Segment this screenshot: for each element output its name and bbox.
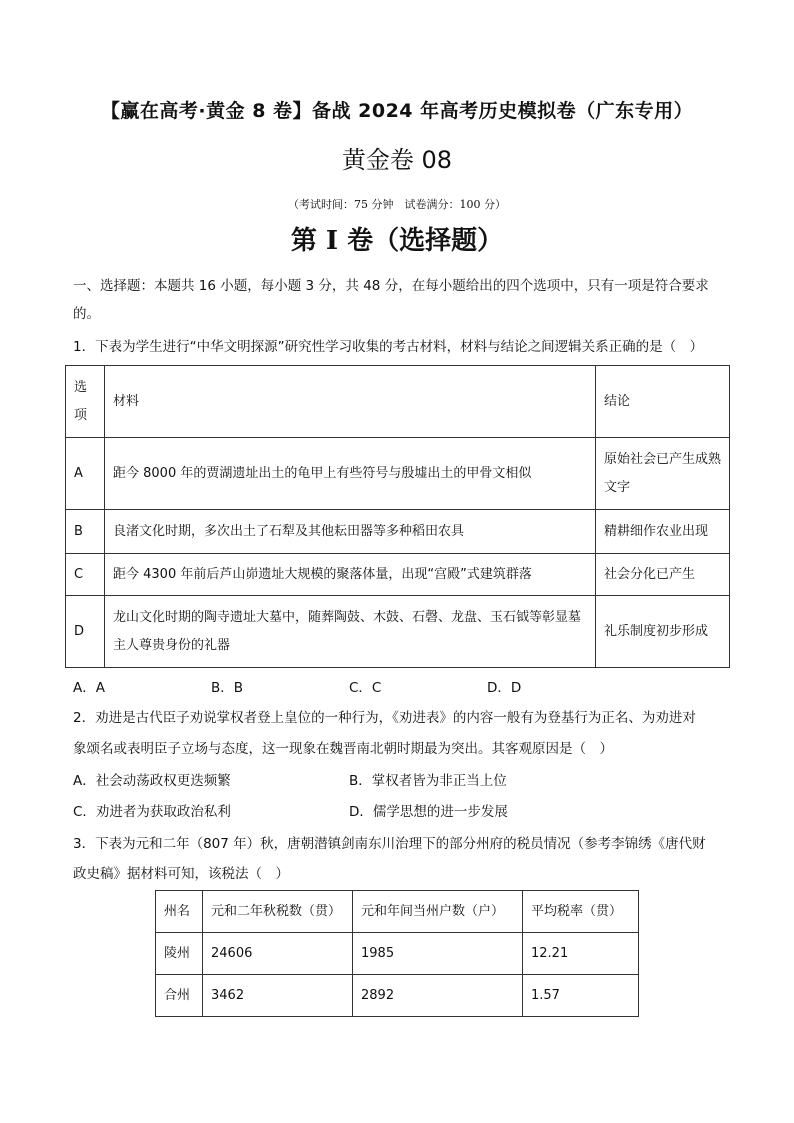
q2-stem-line-2: 象颂名或表明臣子立场与态度，这一现象在魏晋南北朝时期最为突出。其客观原因是（ ）	[73, 741, 613, 757]
header-conclusion: 结论	[596, 366, 730, 438]
row-option: A	[66, 438, 105, 510]
header-households: 元和年间当州户数（户）	[353, 891, 523, 933]
cell-autumn-tax: 3462	[203, 975, 353, 1017]
cell-autumn-tax: 24606	[203, 933, 353, 975]
q1-choice-a[interactable]: A．A	[73, 680, 105, 696]
q2-choice-d[interactable]: D．儒学思想的进一步发展	[349, 804, 508, 820]
table-row	[66, 596, 730, 668]
row-conclusion: 原始社会已产生成熟文字	[596, 438, 730, 510]
instructions-line-1: 一、选择题：本题共 16 小题，每小题 3 分，共 48 分，在每小题给出的四个选项中，只有一项是符合要求	[73, 278, 709, 294]
q3-stem-line-2: 政史稿》据材料可知，该税法（ ）	[73, 866, 289, 882]
cell-households: 1985	[353, 933, 523, 975]
exam-info: （考试时间：75 分钟 试卷满分：100 分）	[288, 198, 506, 211]
q1-choice-c[interactable]: C．C	[349, 680, 382, 696]
row-material: 龙山文化时期的陶寺遗址大墓中，随葬陶鼓、木鼓、石磬、龙盘、玉石钺等彰显墓主人尊贵身份的礼器	[105, 596, 596, 668]
header-prefecture: 州名	[156, 891, 203, 933]
cell-households: 2892	[353, 975, 523, 1017]
row-conclusion: 精耕细作农业出现	[596, 510, 730, 554]
row-option: B	[66, 510, 105, 554]
q3-stem-line-1: 3．下表为元和二年（807 年）秋，唐朝潜镇剑南东川治理下的部分州府的税员情况（参考李锦绣《唐代财	[73, 836, 706, 852]
q3-table	[155, 890, 639, 1017]
header-option	[66, 366, 105, 438]
header-material: 材料	[105, 366, 596, 438]
header-autumn-tax: 元和二年秋税数（贯）	[203, 891, 353, 933]
header-option-top: 选	[74, 379, 88, 395]
table-row	[66, 438, 730, 510]
document-title: 【赢在高考·黄金 8 卷】备战 2024 年高考历史模拟卷（广东专用）	[100, 100, 694, 122]
cell-prefecture: 合州	[156, 975, 203, 1017]
q2-stem-line-1: 2．劝进是古代臣子劝说掌权者登上皇位的一种行为，《劝进表》的内容一般有为登基行为正名、为劝进对	[73, 710, 696, 726]
cell-prefecture: 陵州	[156, 933, 203, 975]
paper-subtitle: 黄金卷 08	[341, 146, 453, 174]
table-header-row	[66, 366, 730, 438]
row-option: C	[66, 554, 105, 596]
row-conclusion: 礼乐制度初步形成	[596, 596, 730, 668]
row-option: D	[66, 596, 105, 668]
header-avg-rate: 平均税率（贯）	[523, 891, 639, 933]
instructions-line-2: 的。	[73, 306, 100, 322]
header-option-bottom: 项	[74, 407, 88, 423]
q2-choice-b[interactable]: B．掌权者皆为非正当上位	[349, 773, 507, 789]
table-row	[156, 975, 639, 1017]
table-row	[66, 554, 730, 596]
row-material: 良渚文化时期，多次出土了石犁及其他耘田器等多种稻田农具	[105, 510, 596, 554]
cell-avg-rate: 12.21	[523, 933, 639, 975]
q2-choice-a[interactable]: A．社会动荡政权更迭频繁	[73, 773, 231, 789]
table-row	[66, 510, 730, 554]
q1-stem: 1．下表为学生进行“中华文明探源”研究性学习收集的考古材料，材料与结论之间逻辑关系正确的是（ ）	[73, 339, 704, 355]
section-title: 第 I 卷（选择题）	[290, 226, 504, 256]
row-conclusion: 社会分化已产生	[596, 554, 730, 596]
row-material: 距今 8000 年的贾湖遗址出土的龟甲上有些符号与殷墟出土的甲骨文相似	[105, 438, 596, 510]
table-row	[156, 933, 639, 975]
q1-choice-b[interactable]: B．B	[211, 680, 244, 696]
row-material: 距今 4300 年前后芦山峁遗址大规模的聚落体量，出现“宫殿”式建筑群落	[105, 554, 596, 596]
table-header-row	[156, 891, 639, 933]
q1-choice-d[interactable]: D．D	[487, 680, 522, 696]
q1-table	[65, 365, 730, 668]
cell-avg-rate: 1.57	[523, 975, 639, 1017]
q2-choice-c[interactable]: C．劝进者为获取政治私利	[73, 804, 231, 820]
